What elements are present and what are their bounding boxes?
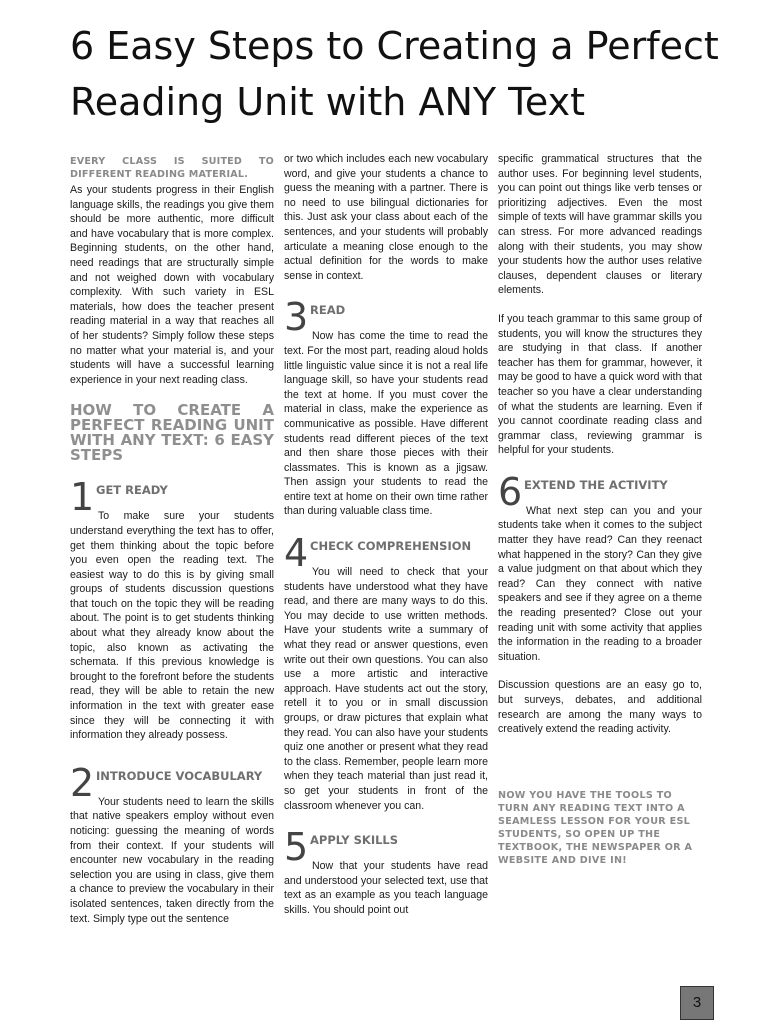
- intro-lead: EVERY CLASS IS SUITED TO DIFFERENT READING MATERIAL.: [70, 156, 274, 180]
- step-5-title: APPLY SKILLS: [310, 833, 399, 848]
- step-4-body: You will need to check that your students have understood what they have read, and there are many ways to do this. You may decide to use written methods. Have your students write a summary of what they read or answer questions, even write out their own questions. You can also use a more artistic and interactive approach. Have students act out the story, retell it to you or in small discussion groups, or draw pictures that explain what they read. You can also have your students quiz one another or present what they read to the class. Remember, people learn more when they teach material than just read it, so get your students in front of the classroom whenever you can.: [284, 566, 488, 812]
- intro-paragraph: As your students progress in their English language skills, the readings you give them should be more authentic, more difficult and have vocabulary that is more complex. Beginning students, on the other hand, need readings that are structurally simple and not weighed down with vocabulary complexity. With such variety in ESL materials, how does the teacher present reading material in a way that reaches all of her students? Simply follow these steps no matter what your material is, and your students will have a successful learning experience in your next reading class.: [70, 184, 274, 386]
- step-5-body: Now that your students have read and understood your selected text, use that text as an example as you teach language skills. You should point out: [284, 860, 488, 916]
- step-2: [70, 760, 274, 926]
- page-number: 3: [680, 986, 714, 1020]
- step-4: [284, 531, 488, 813]
- step-6-header: [498, 469, 702, 514]
- column-2: [284, 152, 488, 918]
- step-6-extra-paragraph: Discussion questions are an easy go to, but surveys, debates, and additional research are among the many ways to creatively extend the reading activity.: [498, 679, 702, 736]
- step-1-number: 1: [70, 475, 95, 520]
- step-3-title: READ: [310, 303, 346, 318]
- step-4-title: CHECK COMPREHENSION: [310, 539, 472, 554]
- step-1-title: GET READY: [96, 483, 168, 498]
- step-5-number: 5: [284, 825, 309, 870]
- step-6-number: 6: [498, 469, 523, 514]
- section-subheading: HOW TO CREATE A PERFECT READING UNIT WITH ANY TEXT: 6 EASY STEPS: [70, 401, 274, 465]
- closing-callout: NOW YOU HAVE THE TOOLS TO TURN ANY READING TEXT INTO A SEAMLESS LESSON FOR YOUR ESL STUDENTS, SO OPEN UP THE TEXTBOOK, THE NEWSPAPER OR A WEBSITE AND DIVE IN!: [498, 789, 693, 866]
- step-6: [498, 469, 702, 737]
- step-2-number: 2: [70, 760, 95, 805]
- step-6-title: EXTEND THE ACTIVITY: [524, 477, 668, 492]
- column-1: [70, 152, 274, 926]
- step-3-body: Now has come the time to read the text. For the most part, reading aloud holds little linguistic value since it is not a real life language skill, so have your students read the text at home. If you must cover the material in class, make the experience as communicative as possible. Have different students read different pieces of the text and then share those pieces with their classmates. This is known as a jigsaw. Then assign your students to read the entire text at home on their own time rather than during valuable class time.: [284, 330, 488, 518]
- step-5-extra-paragraph: If you teach grammar to this same group of students, you will know the structures they are studying in that class. If another teacher has them for grammar, however, it may be good to have a quick word with that teacher so you have a clear understanding of what the students are learning. Even if you cannot coordinate reading class and grammar class, reviewing grammar is helpful for your students.: [498, 312, 702, 457]
- step-3-number: 3: [284, 295, 309, 340]
- step-1-body: To make sure your students understand everything the text has to offer, get them thinking about the topic before you even open the reading text. The easiest way to do this is by giving small groups of students discussion questions that touch on the topic they will be reading about. The point is to get students thinking about what they already know about the topic, also known as activating the schemata. If this previous knowledge is brought to the forefront before the students read, they will be able to retain the new information in the text with greater ease since they will be connecting it with information they already possess.: [70, 510, 274, 742]
- step-2-title: INTRODUCE VOCABULARY: [96, 768, 263, 783]
- step-3: [284, 295, 488, 519]
- step-4-number: 4: [284, 531, 309, 576]
- step-2-header: [70, 760, 274, 805]
- step-5: [284, 825, 488, 917]
- step-3-header: [284, 295, 488, 340]
- step-4-header: [284, 531, 488, 576]
- step-5-header: [284, 825, 488, 870]
- step-2-body-continued: or two which includes each new vocabulary word, and give your students a chance to guess the meaning with a partner. There is no need to use bilingual dictionaries for this. Just ask your class about each of the sentences, and your students will probably articulate a meaning close enough to the actual definition for the words to make sense in context.: [284, 153, 488, 282]
- page-title: 6 Easy Steps to Creating a Perfect Reading Unit with ANY Text: [70, 24, 719, 124]
- step-2-body: Your students need to learn the skills that native speakers employ without even noticing: guessing the meaning of words from their context. If your students will encounter new vocabulary in the reading selection you are using in class, give them a chance to preview the vocabulary in their isolated sentences, taken directly from the text. Simply type out the sentence: [70, 795, 274, 925]
- step-5-body-continued: specific grammatical structures that the author uses. For beginning level students, you can point out things like verb tenses or prioritizing adjectives. Even the most simple of texts will have grammar skills you can stress. For more advanced readings along with their students, you may show your students how the author uses relative clauses, dependent clauses or literary elements.: [498, 153, 702, 297]
- column-3: [498, 152, 702, 867]
- step-6-body: What next step can you and your students take when it comes to the subject matter they have read? Can they reenact what happened in the story? Can they give a value judgment on that about which they read? Can they connect with native speakers and see if they agree on a theme the reading presented? Close out your reading unit with some activity that applies the information in the reading to a broader situation.: [498, 504, 702, 663]
- step-1: [70, 475, 274, 743]
- step-1-header: [70, 475, 274, 520]
